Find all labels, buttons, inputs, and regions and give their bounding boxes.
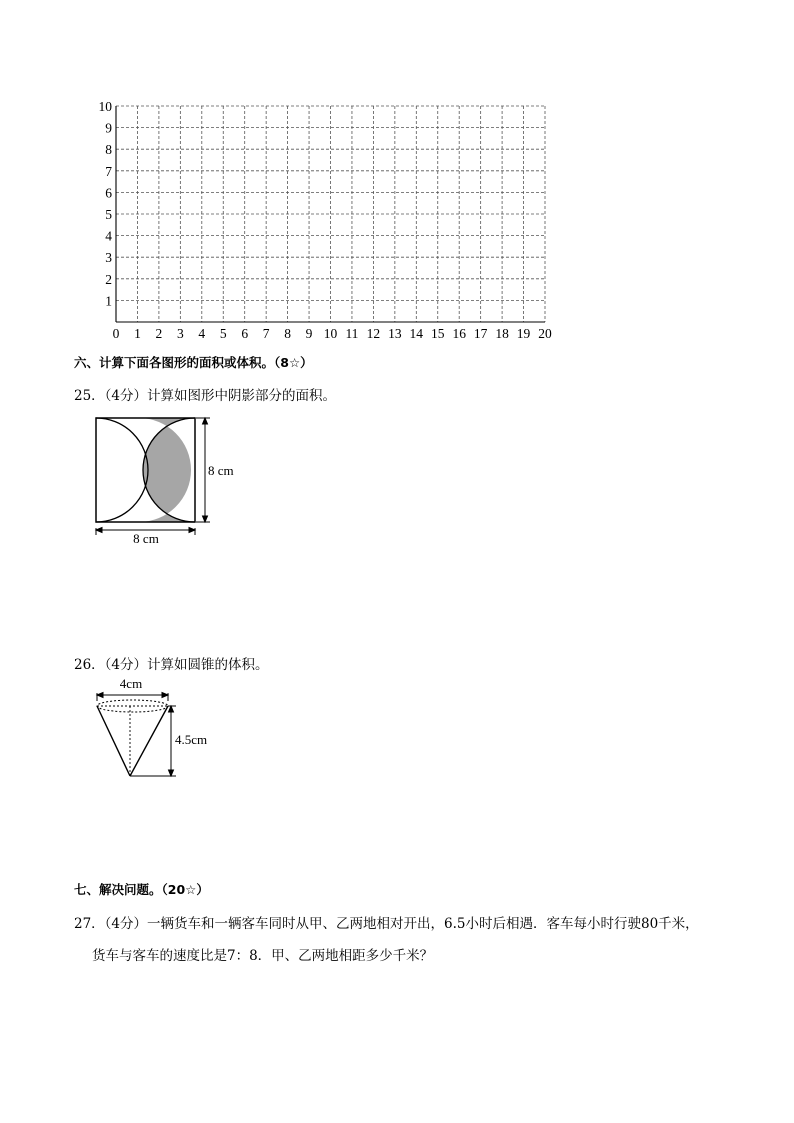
x-tick-label: 17: [473, 326, 488, 341]
x-tick-label: 4: [198, 326, 206, 341]
cone-height-dimension-arrow: [130, 706, 176, 776]
y-tick-label: 6: [105, 185, 112, 201]
question-27-line-1: 27．（4分）一辆货车和一辆客车同时从甲、乙两地相对开出，6.5小时后相遇．客车每小时行驶80千米，: [74, 916, 699, 932]
width-label: 8 cm: [133, 531, 159, 546]
cone-right-side: [130, 706, 168, 776]
y-tick-label: 8: [105, 142, 112, 158]
x-tick-label: 6: [241, 326, 249, 341]
diameter-label: 4cm: [119, 676, 143, 691]
y-tick-label: 10: [98, 99, 112, 114]
left-semicircle: [96, 418, 148, 522]
y-tick-label: 1: [105, 293, 112, 309]
grid-lines: [116, 106, 545, 322]
y-tick-label: 3: [105, 250, 112, 266]
height-label: 8 cm: [208, 463, 234, 478]
x-tick-label: 15: [431, 326, 445, 341]
coordinate-grid: [0, 0, 794, 345]
x-tick-label: 10: [323, 326, 338, 341]
question-27-line-2: 货车与客车的速度比是7：8．甲、乙两地相距多少千米？: [92, 948, 434, 964]
x-tick-label: 7: [262, 326, 270, 341]
x-tick-label: 16: [452, 326, 466, 341]
y-tick-label: 4: [105, 228, 112, 244]
section-seven-title: 七、解决问题。（20☆）: [74, 882, 209, 897]
y-tick-label: 9: [105, 120, 112, 136]
x-tick-label: 1: [134, 326, 141, 341]
question-25-text: 25．（4分）计算如图形中阴影部分的面积。: [74, 388, 337, 404]
x-tick-label: 20: [538, 326, 552, 341]
x-tick-label: 14: [409, 326, 424, 341]
section-six-title: 六、计算下面各图形的面积或体积。（8☆）: [74, 355, 313, 370]
y-tick-labels: [99, 99, 113, 308]
x-tick-label: 2: [155, 326, 163, 341]
y-tick-label: 5: [105, 207, 112, 222]
cone-left-side: [97, 706, 130, 776]
q25-figure: [88, 412, 248, 547]
y-tick-label: 2: [105, 271, 112, 287]
diameter-dimension-arrow: [97, 693, 168, 702]
x-tick-labels: [113, 326, 552, 341]
q26-cone-figure: [88, 673, 228, 785]
x-tick-label: 8: [284, 326, 291, 341]
x-tick-label: 3: [176, 326, 184, 341]
x-tick-label: 5: [219, 326, 227, 341]
x-tick-label: 13: [388, 326, 402, 341]
x-tick-label: 0: [112, 326, 120, 341]
x-tick-label: 12: [366, 326, 381, 341]
x-tick-label: 11: [345, 326, 359, 341]
question-26-text: 26．（4分）计算如圆锥的体积。: [74, 657, 269, 673]
x-tick-label: 9: [305, 326, 313, 341]
x-tick-label: 18: [495, 326, 509, 341]
x-tick-label: 19: [516, 326, 531, 341]
y-tick-label: 7: [105, 163, 112, 179]
cone-height-label: 4.5cm: [175, 732, 208, 747]
